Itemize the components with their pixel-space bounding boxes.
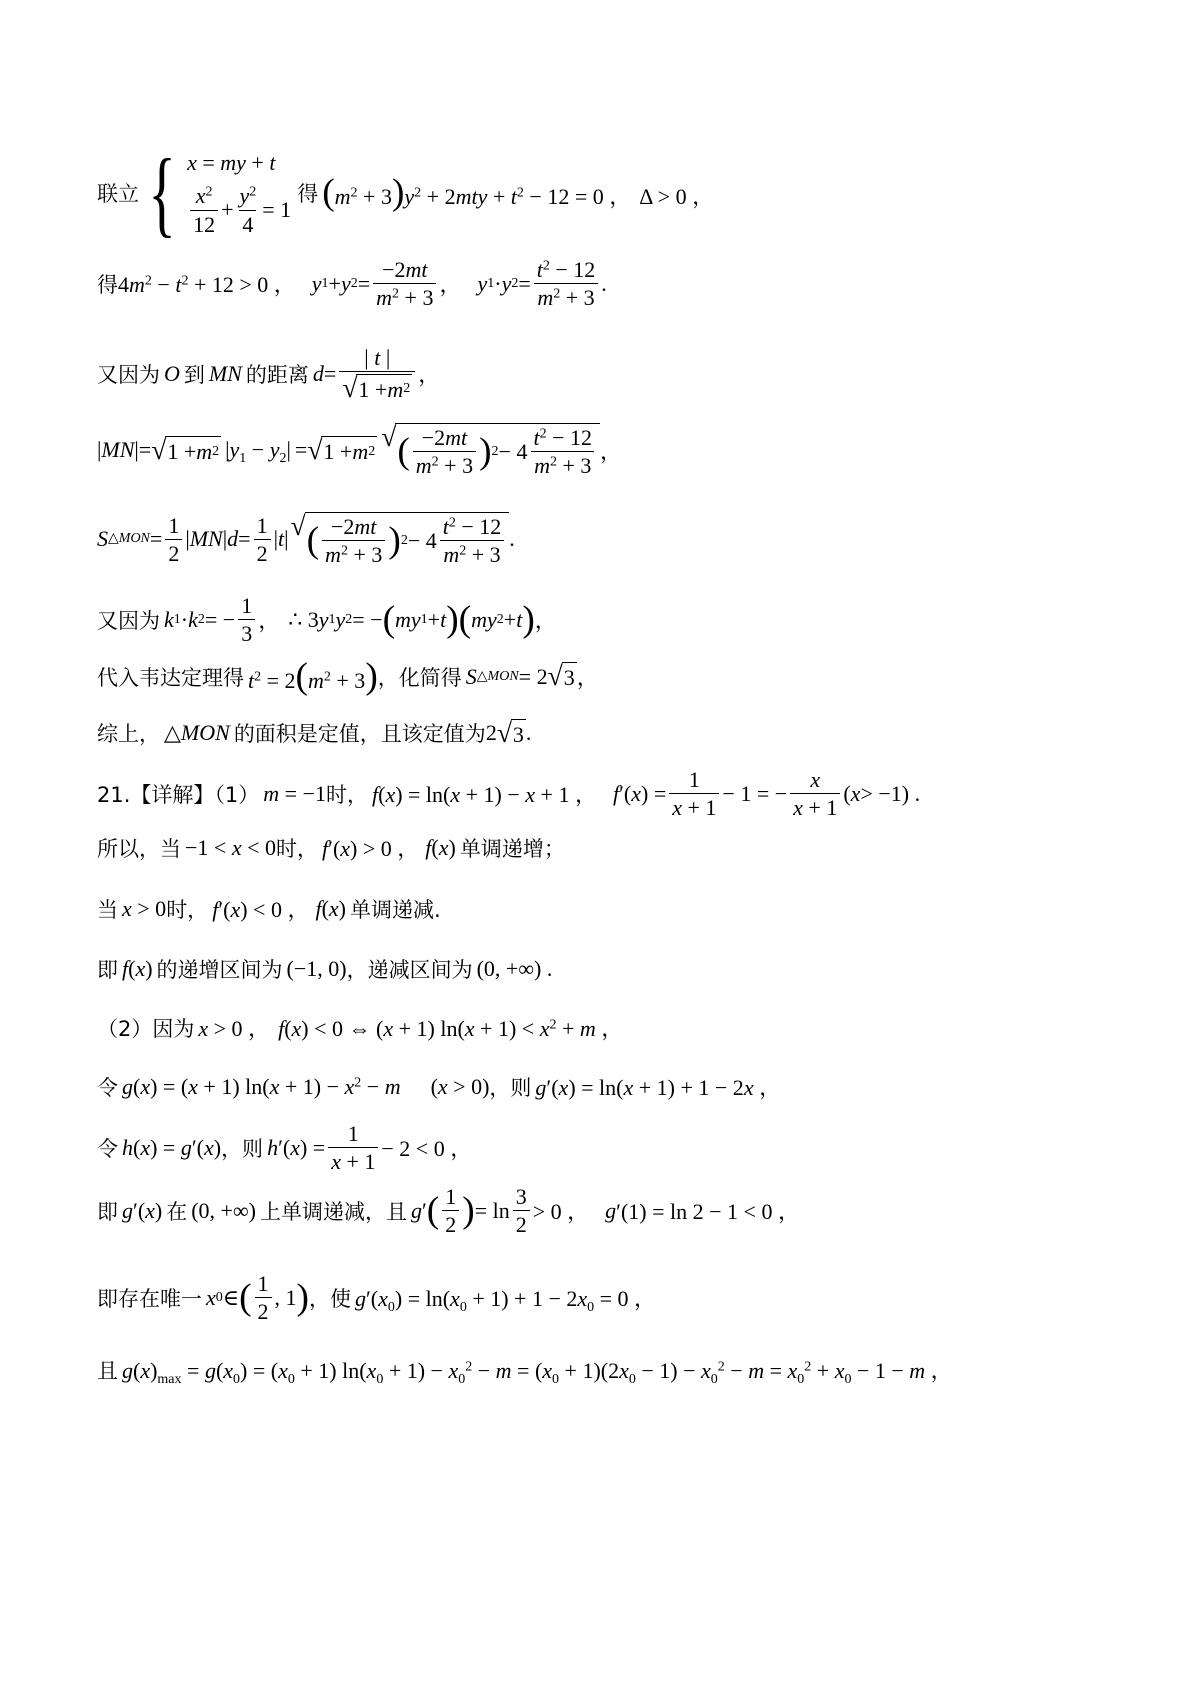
eq-hx: h(x) = g′(x) bbox=[122, 1134, 222, 1160]
text-dang: 当 bbox=[97, 897, 118, 922]
text-youyinwei: 又因为 bbox=[97, 362, 160, 387]
eq-x0-range: x 0 ∈ ( $\frac{1}{2}$ , 1 ) bbox=[206, 1271, 309, 1325]
substitute-line bbox=[97, 658, 1140, 695]
eq-gmax: $g(x)_{max} = g(x_0) = (x_0 + 1) \ln(x_0 + 1) - x_0^2 - m = (x_0 + 1)(2x_0 - 1) - x_0^2 - m = x_0^2 + x_0 - 1 - m$ ， bbox=[122, 1358, 953, 1387]
text-ze2: ，则 bbox=[221, 1136, 264, 1161]
eq-f-interval: f(x) bbox=[122, 956, 153, 981]
text-suoyi: 所以，当 bbox=[97, 836, 181, 861]
text-ji2: 即 bbox=[97, 1199, 118, 1224]
chord-length-line bbox=[97, 423, 1140, 477]
eq-fprime-neg: f′(x) < 0 ， bbox=[212, 897, 310, 922]
eq-chord: | MN |= √ 1 + m 2 $|y_1 - y_2|$ = √ 1 + m 2 √ ( $\frac{-2mt}{m^2 + 3}$ ) 2 − 4 $\frac{t^2 - 12}{m^2 + 3}$ ， bbox=[97, 421, 623, 479]
left-brace: { bbox=[148, 139, 176, 246]
text-ling2: 令 bbox=[97, 1136, 118, 1161]
text-ji3: 即存在唯一 bbox=[97, 1286, 202, 1311]
eq-fx: f(x) = ln(x + 1) − x + 1 ， bbox=[371, 782, 597, 808]
eq-gprime-x0: $g'(x_0) = \ln(x_0 + 1) + 1 - 2x_0 = 0$ ， bbox=[354, 1286, 657, 1315]
text-dairu: 代入韦达定理得 bbox=[97, 665, 244, 690]
gx-line bbox=[97, 1071, 1140, 1102]
equation-system bbox=[187, 150, 291, 235]
hx-line bbox=[97, 1122, 1140, 1173]
q21-line bbox=[97, 768, 1140, 819]
area-line bbox=[97, 512, 1140, 566]
eq-gprime: g′(x) = ln(x + 1) + 1 − 2x ， bbox=[535, 1075, 782, 1100]
eq-dec-interval: (0, +∞) . bbox=[476, 956, 553, 981]
text-shi4: ，使 bbox=[308, 1286, 351, 1311]
eq-triangle: △MON bbox=[164, 720, 230, 745]
eq-gx: g(x) = (x + 1) $\ln(x + 1) - x^2 - m$ (x > 0) bbox=[122, 1073, 490, 1099]
text-dizeng: 单调递增； bbox=[459, 836, 565, 861]
part2-line bbox=[97, 1012, 1140, 1043]
eq-f-inc: f(x) bbox=[425, 834, 456, 860]
eq-gprime-2: g′(x) bbox=[122, 1197, 163, 1223]
text-dijianqujian: ，递减区间为 bbox=[346, 958, 473, 982]
eq-t-squared: $t^2 = 2(m^2 + 3)$ bbox=[248, 656, 378, 697]
text-ji: 即 bbox=[97, 958, 118, 982]
eq-distance: d = | t | √ 1 + m 2 ， bbox=[312, 345, 441, 404]
eq-const: 2 √ 3 . bbox=[485, 716, 532, 748]
eq-hprime: h ′( x ) = $\frac{1}{x + 1}$ − 2 < 0 ， bbox=[267, 1121, 473, 1175]
text-q2: （2）因为 bbox=[97, 1016, 195, 1041]
eq-slopes: k 1 · k 2 = − $\frac{1}{3}$ ， ∴ 3 y 1 y 2 = − ( my 1 + t ) ( my 2 + t ) ， bbox=[164, 593, 557, 647]
eq-area: S △MON = $\frac{1}{2}$ | MN | d = $\frac{1}{2}$ | t | √ ( $\frac{-2mt}{m^2 + 3}$ ) 2 − 4 $\frac{t^2 - 12}{m^2 + 3}$ . bbox=[97, 510, 515, 568]
text-shangdijian: 上单调递减，且 bbox=[259, 1199, 407, 1224]
text-shi2: 时， bbox=[276, 836, 319, 861]
intervals-line bbox=[97, 954, 1140, 984]
system-line bbox=[97, 139, 1140, 246]
eq-domain: (0, +∞) bbox=[191, 1197, 256, 1223]
text-ling1: 令 bbox=[97, 1075, 118, 1100]
text-huajian: ，化简得 bbox=[377, 665, 462, 690]
text-dizengqujian: 的递增区间为 bbox=[156, 958, 283, 982]
eq-m-value: m = −1 bbox=[263, 780, 326, 806]
eq-quadratic: $(m^2 + 3)y^2 + 2mty + t^2 - 12 = 0$ ， Δ > 0 ， bbox=[322, 172, 715, 214]
slope-line bbox=[97, 594, 1140, 645]
text-youyinwei-k: 又因为 bbox=[97, 608, 160, 633]
text-zai: 在 bbox=[166, 1199, 188, 1224]
eq-sum: y 1 + y 2 = $\frac{-2mt}{m^2 + 3}$ ， bbox=[311, 257, 462, 311]
eq-product: y 1 · y 2 = $\frac{t^2 - 12}{m^2 + 3}$ . bbox=[477, 257, 607, 311]
conclusion-line bbox=[97, 718, 1140, 748]
eq-area-value: S △MON = 2 √ 3 ， bbox=[465, 660, 599, 692]
eq-fprime: f ′( x ) = $\frac{1}{x + 1}$ − 1 = − $\frac{x}{x + 1}$ ( x > −1) . bbox=[612, 767, 921, 821]
eq-line-x: x = my + t bbox=[187, 150, 276, 176]
text-qie: 且 bbox=[97, 1358, 118, 1383]
text-lianli: 联立 bbox=[97, 182, 139, 206]
eq-fprime-pos: f′(x) > 0 ， bbox=[322, 836, 420, 861]
eq-discriminant: $4m^2 - t^2 + 12 > 0$ ， bbox=[118, 272, 296, 298]
text-shi3: 时， bbox=[166, 897, 209, 922]
monotone-line bbox=[97, 1185, 1140, 1236]
text-dejuli: 的距离 bbox=[245, 362, 309, 387]
text-de2: 得 bbox=[97, 272, 118, 297]
max-line bbox=[97, 1354, 1140, 1385]
decreasing-line bbox=[97, 893, 1140, 924]
eq-ellipse: $\frac{x^2}{12}$ + $\frac{y^2}{4}$ = 1 bbox=[187, 184, 291, 235]
eq-f-dec: f(x) bbox=[315, 895, 346, 921]
text-q21: 21.【详解】（1） bbox=[97, 782, 260, 807]
increasing-line bbox=[97, 832, 1140, 863]
distance-line: 又因为 O 到 MN 的距离 d = | t | √ 1 + m 2 ， bbox=[97, 345, 441, 404]
text-mianji: 的面积是定值，且该定值为 bbox=[233, 722, 486, 746]
eq-x-pos: x > 0 bbox=[122, 895, 167, 921]
eq-interval-neg: −1 < x < 0 bbox=[185, 834, 277, 860]
vieta-line bbox=[97, 258, 1140, 309]
eq-part2: x > 0 ， f(x) < 0 ⇔ (x + 1) $\ln(x + 1) < x^2 + m$ ， bbox=[198, 1016, 624, 1041]
unique-root-line bbox=[97, 1272, 1140, 1323]
text-zongshang: 综上， bbox=[97, 722, 160, 746]
text-shi1: 时， bbox=[325, 782, 368, 807]
text-dijian: 单调递减. bbox=[350, 897, 441, 922]
text-de: 得 bbox=[297, 182, 319, 206]
eq-gprime-half: g ′ ( $\frac{1}{2}$ ) = ln $\frac{3}{2}$ > 0 ， g ′(1) = ln 2 − 1 < 0 ， bbox=[410, 1184, 800, 1238]
text-ze1: ，则 bbox=[489, 1075, 532, 1100]
text-dao: 到 bbox=[183, 362, 205, 387]
eq-inc-interval: (−1, 0) bbox=[286, 956, 347, 981]
